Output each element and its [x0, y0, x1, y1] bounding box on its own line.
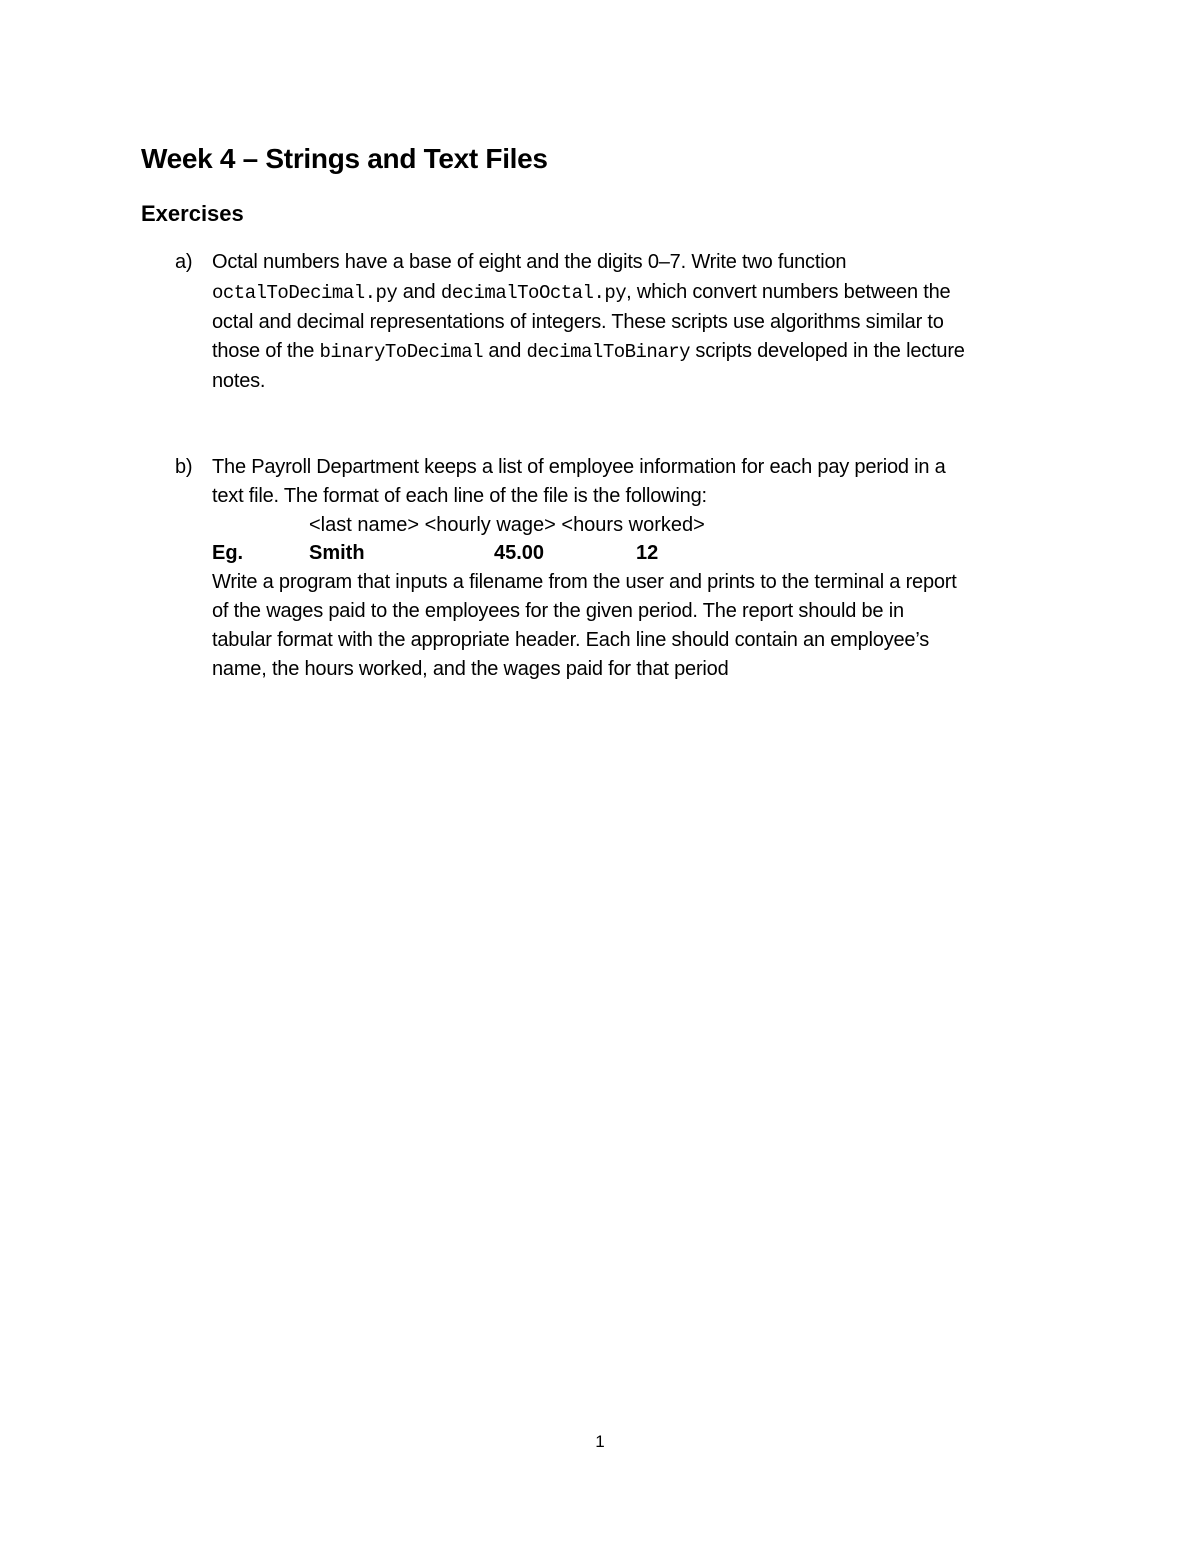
- exercise-a-line-2-text-2: , which convert numbers between the: [626, 281, 951, 303]
- exercise-a-line-3: octal and decimal representations of integers. These scripts use algorithms similar to: [212, 311, 944, 333]
- page-number: 1: [595, 1432, 605, 1451]
- exercise-a-line-4: [212, 340, 965, 363]
- code-decimal-to-octal: decimalToOctal.py: [440, 282, 627, 304]
- exercise-a-line-2-text-1: and: [397, 281, 441, 303]
- exercise-b-line-4: of the wages paid to the employees for the given period. The report should be in: [212, 600, 904, 622]
- example-label: Eg.: [212, 542, 244, 564]
- exercise-a-line-2: [212, 281, 950, 304]
- exercise-b-line-3: Write a program that inputs a filename from the user and prints to the terminal a report: [212, 571, 957, 593]
- exercise-a-line-5: notes.: [212, 370, 266, 392]
- section-heading: Exercises: [141, 201, 244, 226]
- example-hours: 12: [636, 542, 659, 564]
- code-decimal-to-binary: decimalToBinary: [526, 341, 691, 363]
- exercise-b-line-1: The Payroll Department keeps a list of employee information for each pay period in a: [212, 456, 946, 478]
- code-octal-to-decimal: octalToDecimal.py: [212, 282, 398, 304]
- example-wage: 45.00: [494, 542, 545, 564]
- code-binary-to-decimal: binaryToDecimal: [319, 341, 484, 363]
- format-line: <last name> <hourly wage> <hours worked>: [309, 514, 705, 536]
- example-name: Smith: [309, 542, 365, 564]
- exercise-a-line-1: Octal numbers have a base of eight and the digits 0–7. Write two function: [212, 251, 847, 273]
- exercise-b-label: b): [175, 456, 193, 478]
- exercise-b-line-6: name, the hours worked, and the wages paid for that period: [212, 658, 729, 680]
- exercise-a-label: a): [175, 251, 193, 273]
- exercise-a-line-4-text-1: those of the: [212, 340, 320, 362]
- exercise-b-line-2: text file. The format of each line of the file is the following:: [212, 485, 707, 507]
- exercise-a-line-4-text-2: and: [483, 340, 527, 362]
- exercise-a-line-4-text-3: scripts developed in the lecture: [690, 340, 965, 362]
- exercise-b-line-5: tabular format with the appropriate header. Each line should contain an employee’s: [212, 629, 930, 651]
- page-title: Week 4 – Strings and Text Files: [141, 143, 548, 174]
